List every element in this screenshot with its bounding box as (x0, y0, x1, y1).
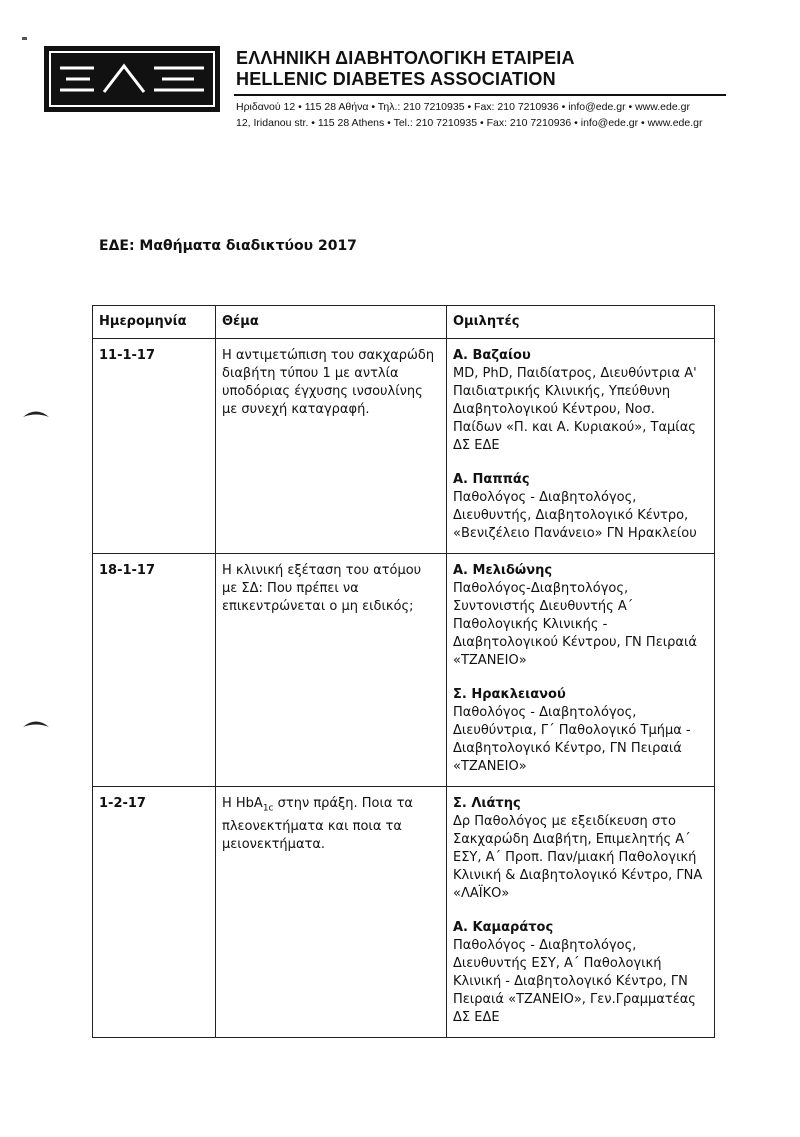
table-row (93, 339, 715, 554)
header-date: Ημερομηνία (93, 306, 216, 339)
row-speakers (447, 787, 715, 1038)
org-name-greek: ΕΛΛΗΝΙΚΗ ΔΙΑΒΗΤΟΛΟΓΙΚΗ ΕΤΑΙΡΕΙΑ (236, 48, 575, 68)
speaker (453, 562, 706, 670)
speaker-description: Δρ Παθολόγος με εξειδίκευση στο Σακχαρώδη Διαβήτη, Επιμελητής Α΄ ΕΣΥ, Α΄ Προπ. Παν/μιακή Παθολογική Κλινική & Διαβητολογικό Κέντρο, ΓΝΑ «ΛΑΪΚΟ» (453, 814, 703, 901)
row-topic (216, 787, 447, 1038)
scan-artifact (22, 37, 27, 40)
speaker-description: Παθολόγος - Διαβητολόγος, Διευθύντρια, Γ΄ Παθολογικό Τμήμα - Διαβητολογικό Κέντρο, ΓΝ Πειραιά «ΤΖΑΝΕΙΟ» (453, 705, 691, 774)
row-topic (216, 339, 447, 554)
speaker-description: Παθολόγος - Διαβητολόγος, Διευθυντής, Διαβητολογικό Κέντρο, «Βενιζέλειο Πανάνειο» ΓΝ Ηρακλείου (453, 490, 697, 541)
row-date: 18-1-17 (93, 554, 216, 787)
webinar-schedule-table (92, 305, 715, 1038)
row-date: 1-2-17 (93, 787, 216, 1038)
topic-subscript: 1c (262, 803, 274, 814)
topic-text: Η αντιμετώπιση του σακχαρώδη διαβήτη τύπου 1 με αντλία υποδόριας έγχυσης ινσουλίνης με συνεχή καταγραφή. (222, 348, 435, 417)
topic-prefix: Η HbA (222, 796, 263, 811)
speaker-description: Παθολόγος-Διαβητολόγος, Συντονιστής Διευθυντής Α΄ Παθολογικής Κλινικής - Διαβητολογικού Κέντρου, ΓΝ Πειραιά «ΤΖΑΝΕΙΟ» (453, 581, 697, 668)
speaker (453, 686, 706, 776)
speaker-name: Α. Βαζαίου (453, 348, 531, 363)
speaker (453, 795, 706, 903)
contact-greek: Ηριδανού 12 • 115 28 Αθήνα • Τηλ.: 210 7210935 • Fax: 210 7210936 • info@ede.gr • www.ede.gr (236, 101, 690, 113)
contact-english: 12, Iridanou str. • 115 28 Athens • Tel.: 210 7210935 • Fax: 210 7210936 • info@ede.gr • www.ede.gr (236, 117, 703, 129)
row-speakers (447, 554, 715, 787)
contact-info (236, 99, 702, 131)
organization-name (236, 48, 575, 90)
header-divider (234, 94, 726, 96)
table-row (93, 787, 715, 1038)
speaker-name: Α. Καμαράτος (453, 920, 554, 935)
speaker-description: Παθολόγος - Διαβητολόγος, Διευθυντής ΕΣΥ, Α΄ Παθολογική Κλινική - Διαβητολογικό Κέντρο, ΓΝ Πειραιά «ΤΖΑΝΕΙΟ», Γεν.Γραμματέας ΔΣ ΕΔΕ (453, 938, 696, 1025)
row-speakers (447, 339, 715, 554)
association-logo (44, 46, 220, 112)
header-speakers: Ομιλητές (447, 306, 715, 339)
row-date: 11-1-17 (93, 339, 216, 554)
row-topic (216, 554, 447, 787)
org-name-english: HELLENIC DIABETES ASSOCIATION (236, 69, 556, 89)
table-row (93, 554, 715, 787)
hole-punch-mark (22, 408, 50, 418)
speaker-name: Σ. Ηρακλειανού (453, 687, 566, 702)
speaker-name: Α. Παππάς (453, 472, 530, 487)
speaker-description: MD, PhD, Παιδίατρος, Διευθύντρια Α' Παιδιατρικής Κλινικής, Υπεύθυνη Διαβητολογικού Κέντρου, Νοσ. Παίδων «Π. και Α. Κυριακού», Ταμίας ΔΣ ΕΔΕ (453, 366, 697, 453)
speaker (453, 347, 706, 455)
table-header-row (93, 306, 715, 339)
speaker (453, 471, 706, 543)
speaker-name: Α. Μελιδώνης (453, 563, 553, 578)
topic-text (222, 795, 438, 854)
topic-text: Η κλινική εξέταση του ατόμου με ΣΔ: Που πρέπει να επικεντρώνεται ο μη ειδικός; (222, 563, 422, 614)
header-topic: Θέμα (216, 306, 447, 339)
speaker (453, 919, 706, 1027)
hole-punch-mark (22, 718, 50, 728)
topic-suffix: στην πράξη. Ποια τα πλεονεκτήματα και ποια τα μειονεκτήματα. (222, 796, 413, 852)
speaker-name: Σ. Λιάτης (453, 796, 521, 811)
document-title: ΕΔΕ: Μαθήματα διαδικτύου 2017 (99, 238, 357, 254)
